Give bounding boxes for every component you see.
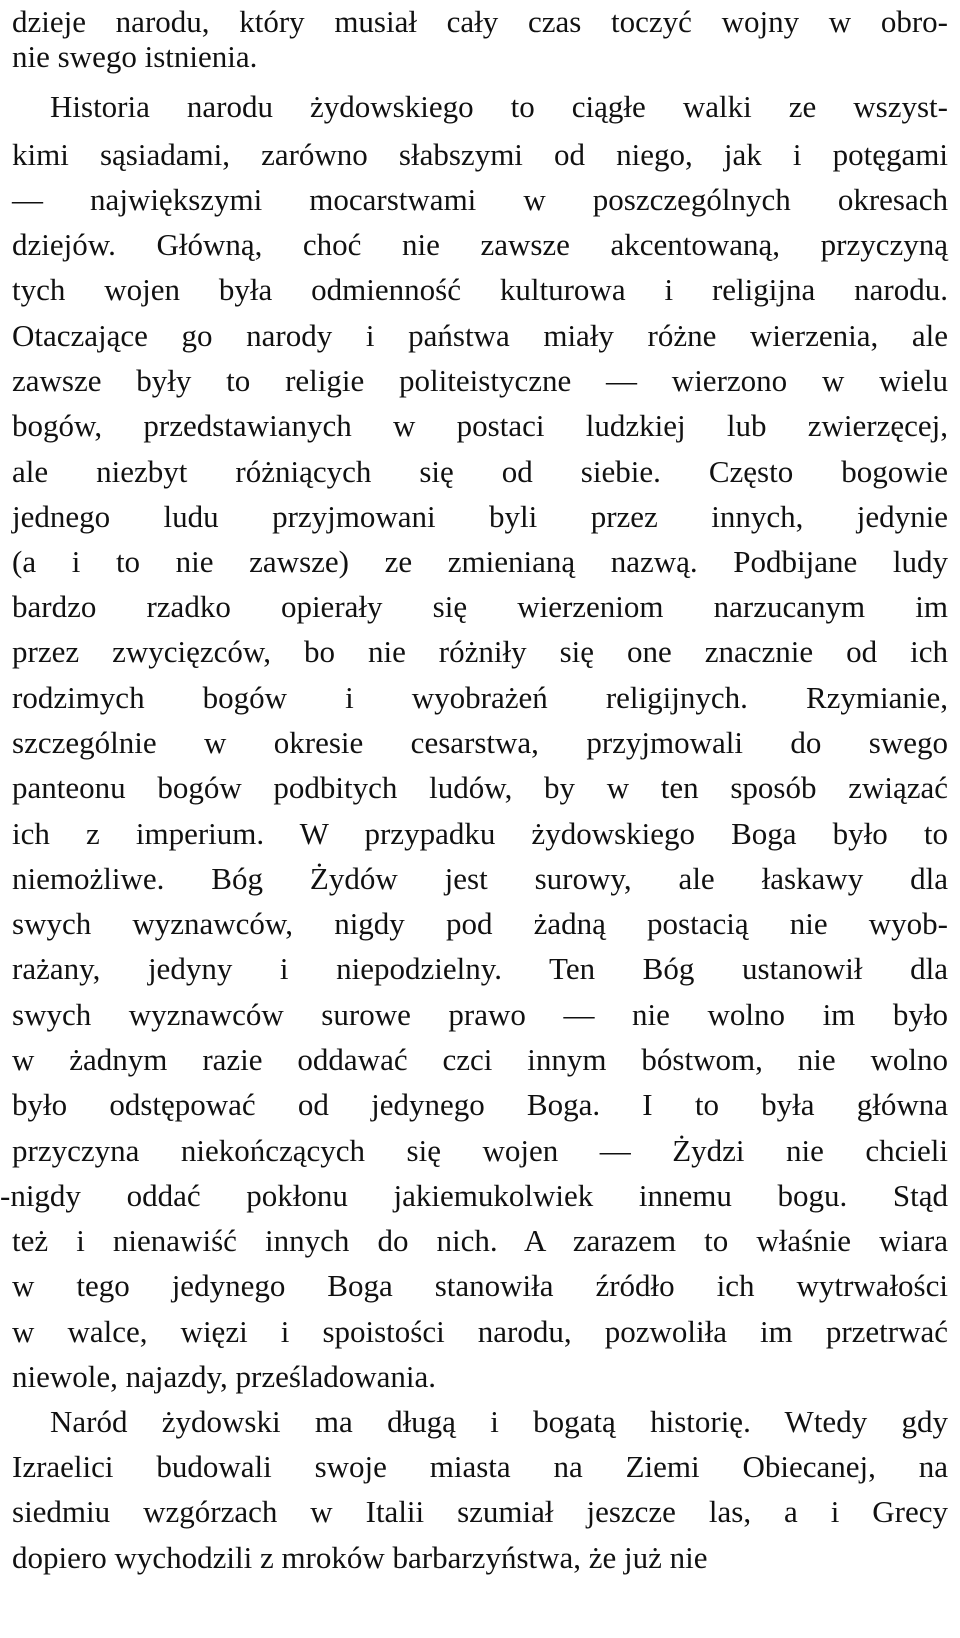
text-line: Otaczające go narody i państwa miały różne wierzenia, ale	[12, 318, 948, 353]
text-line: (a i to nie zawsze) ze zmienianą nazwą. Podbijane ludy	[12, 544, 948, 579]
text-line: rażany, jedyny i niepodzielny. Ten Bóg ustanowił dla	[12, 951, 948, 986]
text-line: przez zwycięzców, bo nie różniły się one znacznie od ich	[12, 634, 948, 669]
text-line: w tego jedynego Boga stanowiła źródło ich wytrwałości	[12, 1268, 948, 1303]
text-line: bardzo rzadko opierały się wierzeniom narzucanym im	[12, 589, 948, 624]
text-line: też i nienawiść innych do nich. A zarazem to właśnie wiara	[12, 1223, 948, 1258]
text-line: przyczyna niekończących się wojen — Żydzi nie chcieli	[12, 1133, 948, 1168]
text-line: ich z imperium. W przypadku żydowskiego Boga było to	[12, 816, 948, 851]
text-line: rodzimych bogów i wyobrażeń religijnych. Rzymianie,	[12, 680, 948, 715]
text-line: tych wojen była odmienność kulturowa i religijna narodu.	[12, 272, 948, 307]
text-line: w walce, więzi i spoistości narodu, pozwoliła im przetrwać	[12, 1314, 948, 1349]
text-line: w żadnym razie oddawać czci innym bóstwom, nie wolno	[12, 1042, 948, 1077]
text-line: -nigdy oddać pokłonu jakiemukolwiek innemu bogu. Stąd	[0, 1178, 948, 1213]
text-line: dzieje narodu, który musiał cały czas toczyć wojny w obro-	[12, 4, 948, 39]
text-line: swych wyznawców, nigdy pod żadną postacią nie wyob-	[12, 906, 948, 941]
text-line: niemożliwe. Bóg Żydów jest surowy, ale łaskawy dla	[12, 861, 948, 896]
text-line: było odstępować od jedynego Boga. I to była główna	[12, 1087, 948, 1122]
text-line: niewole, najazdy, prześladowania.	[12, 1359, 437, 1394]
text-line: zawsze były to religie politeistyczne — wierzono w wielu	[12, 363, 948, 398]
text-line: szczególnie w okresie cesarstwa, przyjmowali do swego	[12, 725, 948, 760]
text-line: Izraelici budowali swoje miasta na Ziemi Obiecanej, na	[12, 1449, 948, 1484]
text-line: ale niezbyt różniących się od siebie. Często bogowie	[12, 454, 948, 489]
text-line: dopiero wychodzili z mroków barbarzyństwa, że już nie	[12, 1540, 708, 1575]
text-line: dziejów. Główną, choć nie zawsze akcentowaną, przyczyną	[12, 227, 948, 262]
text-line: bogów, przedstawianych w postaci ludzkiej lub zwierzęcej,	[12, 408, 948, 443]
text-line: jednego ludu przyjmowani byli przez innych, jedynie	[12, 499, 948, 534]
text-line: swych wyznawców surowe prawo — nie wolno im było	[12, 997, 948, 1032]
paragraph-start-line: Naród żydowski ma długą i bogatą historię. Wtedy gdy	[50, 1404, 948, 1439]
paragraph-start-line: Historia narodu żydowskiego to ciągłe walki ze wszyst-	[50, 89, 948, 124]
text-line: kimi sąsiadami, zarówno słabszymi od niego, jak i potęgami	[12, 137, 948, 172]
text-line: nie swego istnienia.	[12, 39, 258, 74]
text-line: siedmiu wzgórzach w Italii szumiał jeszcze las, a i Grecy	[12, 1494, 948, 1529]
text-line: panteonu bogów podbitych ludów, by w ten sposób związać	[12, 770, 948, 805]
text-line: — największymi mocarstwami w poszczególnych okresach	[12, 182, 948, 217]
